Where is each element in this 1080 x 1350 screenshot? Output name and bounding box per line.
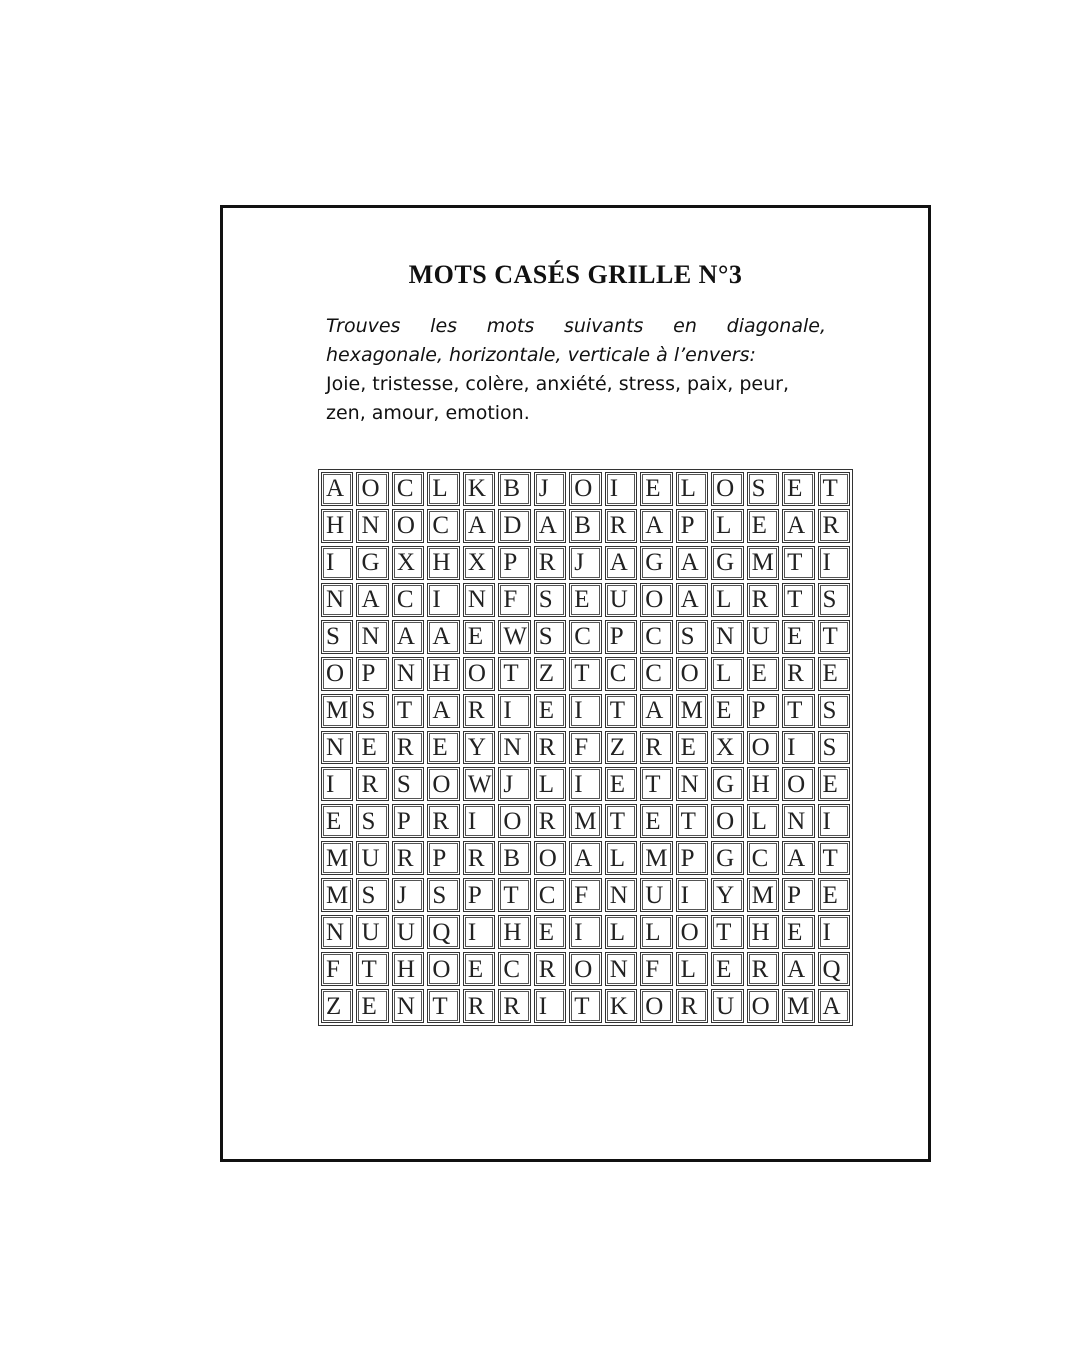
grid-cell[interactable]: N [356,509,388,543]
grid-cell[interactable]: R [676,989,708,1023]
grid-cell[interactable]: I [782,731,814,765]
grid-cell[interactable]: R [534,952,566,986]
grid-cell[interactable]: I [463,804,495,838]
grid-cell[interactable]: B [498,841,530,875]
grid-cell[interactable]: E [711,952,743,986]
grid-cell[interactable]: N [676,767,708,801]
grid-cell[interactable]: O [747,731,779,765]
grid-cell[interactable]: A [782,841,814,875]
grid-cell[interactable]: E [463,952,495,986]
grid-cell[interactable]: A [569,841,601,875]
grid-cell[interactable]: L [534,767,566,801]
grid-cell[interactable]: H [392,952,424,986]
grid-cell[interactable]: T [818,620,850,654]
page-title: MOTS CASÉS GRILLE N°3 [408,260,743,289]
grid-cell[interactable]: L [605,915,637,949]
grid-cell[interactable]: N [605,878,637,912]
grid-cell[interactable]: S [818,731,850,765]
grid-cell[interactable]: U [605,583,637,617]
grid-cell[interactable]: D [498,509,530,543]
grid-cell[interactable]: I [605,472,637,506]
grid-cell[interactable]: M [640,841,672,875]
grid-cell[interactable]: O [534,841,566,875]
grid-cell[interactable]: E [427,731,459,765]
grid-cell[interactable]: C [640,620,672,654]
grid-cell[interactable]: T [392,694,424,728]
grid-cell[interactable]: A [392,620,424,654]
grid-cell[interactable]: U [356,841,388,875]
grid-cell[interactable]: E [747,657,779,691]
grid-cell[interactable]: P [605,620,637,654]
grid-cell[interactable]: R [818,509,850,543]
grid-cell[interactable]: T [782,583,814,617]
grid-cell[interactable]: O [711,804,743,838]
grid-cell[interactable]: M [676,694,708,728]
grid-cell[interactable]: B [498,472,530,506]
grid-cell[interactable]: E [640,472,672,506]
grid-cell[interactable]: E [818,878,850,912]
grid-cell[interactable]: P [392,804,424,838]
grid-cell[interactable]: X [711,731,743,765]
grid-cell[interactable]: T [605,804,637,838]
grid-cell[interactable]: A [321,472,353,506]
grid-cell[interactable]: O [463,657,495,691]
grid-cell[interactable]: E [711,694,743,728]
instructions [326,312,826,428]
grid-cell[interactable]: I [534,989,566,1023]
grid-cell[interactable]: H [427,657,459,691]
grid-cell[interactable]: S [747,472,779,506]
grid-cell[interactable]: A [605,546,637,580]
grid-cell[interactable]: O [427,767,459,801]
grid-cell[interactable]: B [569,509,601,543]
grid-cell[interactable]: C [747,841,779,875]
grid-cell[interactable]: M [321,841,353,875]
grid-cell[interactable]: I [818,546,850,580]
grid-cell[interactable]: M [747,878,779,912]
grid-cell[interactable]: I [321,767,353,801]
grid-cell[interactable]: O [569,952,601,986]
grid-cell[interactable]: N [356,620,388,654]
word-list: Joie, tristesse, colère, anxiété, stress, paix, peur, zen, amour, emotion. [326,373,789,424]
grid-cell[interactable]: A [676,546,708,580]
grid-cell[interactable]: G [711,841,743,875]
grid-cell[interactable]: J [569,546,601,580]
grid-cell[interactable]: S [676,620,708,654]
grid-cell[interactable]: H [498,915,530,949]
grid-cell[interactable]: P [356,657,388,691]
grid-cell[interactable]: A [782,509,814,543]
grid-cell[interactable]: S [427,878,459,912]
grid-cell[interactable]: U [356,915,388,949]
grid-cell[interactable]: P [427,841,459,875]
grid-cell[interactable]: O [676,657,708,691]
grid-cell[interactable]: Z [605,731,637,765]
grid-cell[interactable]: G [640,546,672,580]
grid-cell[interactable]: A [534,509,566,543]
grid-cell[interactable]: T [498,657,530,691]
instructions-line-2: hexagonale, horizontale, verticale à l’envers: [326,344,756,366]
grid-cell[interactable]: N [711,620,743,654]
grid-cell[interactable]: I [569,767,601,801]
grid-cell[interactable]: H [321,509,353,543]
grid-cell[interactable]: O [498,804,530,838]
grid-cell[interactable]: E [534,915,566,949]
grid-cell[interactable]: R [640,731,672,765]
grid-cell[interactable]: A [427,620,459,654]
grid-cell[interactable]: T [569,989,601,1023]
grid-cell[interactable]: P [782,878,814,912]
grid-cell[interactable]: O [676,915,708,949]
grid-cell[interactable]: T [427,989,459,1023]
grid-cell[interactable]: J [534,472,566,506]
grid-cell[interactable]: J [392,878,424,912]
grid-cell[interactable]: N [605,952,637,986]
grid-cell[interactable]: R [392,841,424,875]
grid-cell[interactable]: O [569,472,601,506]
grid-cell[interactable]: Z [534,657,566,691]
grid-cell[interactable]: L [427,472,459,506]
grid-cell[interactable]: X [392,546,424,580]
grid-cell[interactable]: L [640,915,672,949]
grid-cell[interactable]: S [356,804,388,838]
grid-cell[interactable]: E [782,620,814,654]
grid-cell[interactable]: R [463,989,495,1023]
grid-cell[interactable]: R [463,841,495,875]
grid-cell[interactable]: E [676,731,708,765]
grid-cell[interactable]: E [356,989,388,1023]
grid-cell[interactable]: A [427,694,459,728]
grid-cell[interactable]: C [569,620,601,654]
grid-cell[interactable]: T [711,915,743,949]
instructions-italic [326,312,826,370]
grid-cell[interactable]: R [498,989,530,1023]
grid-cell[interactable]: K [463,472,495,506]
grid-cell[interactable]: U [747,620,779,654]
grid-cell[interactable]: E [605,767,637,801]
grid-cell[interactable]: C [392,583,424,617]
grid-cell[interactable]: S [356,694,388,728]
grid-cell[interactable]: O [640,583,672,617]
grid-cell[interactable]: T [356,952,388,986]
grid-cell[interactable]: N [392,657,424,691]
grid-cell[interactable]: C [534,878,566,912]
grid-cell[interactable]: L [605,841,637,875]
grid-cell[interactable]: A [356,583,388,617]
grid-cell[interactable]: A [463,509,495,543]
grid-cell[interactable]: A [640,694,672,728]
grid-cell[interactable]: I [321,546,353,580]
grid-cell[interactable]: C [392,472,424,506]
grid-cell[interactable]: A [818,989,850,1023]
grid-cell[interactable]: E [818,657,850,691]
grid-cell[interactable]: R [356,767,388,801]
grid-cell[interactable]: E [640,804,672,838]
grid-cell[interactable]: A [676,583,708,617]
grid-cell[interactable]: O [782,767,814,801]
grid-cell[interactable]: F [569,878,601,912]
grid-cell[interactable]: H [747,915,779,949]
grid-cell[interactable]: O [356,472,388,506]
grid-cell[interactable]: A [640,509,672,543]
grid-cell[interactable]: P [747,694,779,728]
grid-cell[interactable]: F [640,952,672,986]
grid-cell[interactable]: N [321,583,353,617]
grid-cell[interactable]: T [782,694,814,728]
instructions-line-1: Trouves les mots suivants en diagonale, [326,315,826,337]
grid-cell[interactable]: N [782,804,814,838]
grid-cell[interactable]: A [782,952,814,986]
grid-cell[interactable]: L [711,583,743,617]
grid-cell[interactable]: T [569,657,601,691]
grid-cell[interactable]: O [392,509,424,543]
grid-cell[interactable]: P [463,878,495,912]
grid-cell[interactable]: R [534,804,566,838]
grid-cell[interactable]: I [818,804,850,838]
grid-cell[interactable]: U [711,989,743,1023]
grid-cell[interactable]: R [747,583,779,617]
grid-cell[interactable]: R [534,546,566,580]
grid-cell[interactable]: T [498,878,530,912]
grid-cell[interactable]: P [676,509,708,543]
grid-cell[interactable]: F [569,731,601,765]
grid-cell[interactable]: Q [818,952,850,986]
grid-cell[interactable]: I [818,915,850,949]
grid-cell[interactable]: C [605,657,637,691]
grid-cell[interactable]: G [711,767,743,801]
grid-cell[interactable]: N [321,915,353,949]
grid-cell[interactable]: J [498,767,530,801]
grid-cell[interactable]: U [640,878,672,912]
grid-cell[interactable]: L [711,509,743,543]
grid-cell[interactable]: I [676,878,708,912]
grid-cell[interactable]: L [747,804,779,838]
grid-cell[interactable]: S [818,583,850,617]
grid-cell[interactable]: F [321,952,353,986]
grid-cell[interactable]: N [498,731,530,765]
grid-cell[interactable]: K [605,989,637,1023]
grid-cell[interactable]: T [640,767,672,801]
word-search-grid [318,469,853,1026]
grid-cell[interactable]: Y [711,878,743,912]
grid-cell[interactable]: N [463,583,495,617]
grid-cell[interactable]: Z [321,989,353,1023]
grid-cell[interactable]: N [321,731,353,765]
grid-cell[interactable]: S [534,583,566,617]
grid-cell[interactable]: I [569,694,601,728]
grid-cell[interactable]: E [569,583,601,617]
grid-cell[interactable]: Y [463,731,495,765]
grid-cell[interactable]: X [463,546,495,580]
grid-cell[interactable]: S [392,767,424,801]
grid-cell[interactable]: L [676,952,708,986]
grid-cell[interactable]: T [818,472,850,506]
grid-cell[interactable]: T [818,841,850,875]
grid-cell[interactable]: W [498,620,530,654]
grid-cell[interactable]: H [427,546,459,580]
grid-cell[interactable]: T [605,694,637,728]
grid-cell[interactable]: H [747,767,779,801]
grid-cell[interactable]: M [782,989,814,1023]
grid-cell[interactable]: R [782,657,814,691]
grid-cell[interactable]: N [392,989,424,1023]
grid-cell[interactable]: E [534,694,566,728]
grid-cell[interactable]: G [711,546,743,580]
grid-cell[interactable]: C [427,509,459,543]
grid-cell[interactable]: O [711,472,743,506]
grid-cell[interactable]: F [498,583,530,617]
grid-cell[interactable]: E [747,509,779,543]
grid-cell[interactable]: R [605,509,637,543]
grid-cell[interactable]: M [321,878,353,912]
grid-cell[interactable]: O [321,657,353,691]
page-frame [220,205,931,1162]
grid-cell[interactable]: C [498,952,530,986]
grid-cell[interactable]: E [782,472,814,506]
grid-cell[interactable]: I [427,583,459,617]
grid-cell[interactable]: O [747,989,779,1023]
grid-cell[interactable]: S [534,620,566,654]
grid-cell[interactable]: S [818,694,850,728]
grid-cell[interactable]: R [427,804,459,838]
grid-cell[interactable]: E [818,767,850,801]
grid-cell[interactable]: I [569,915,601,949]
grid-cell[interactable]: M [747,546,779,580]
grid-cell[interactable]: W [463,767,495,801]
grid-cell[interactable]: E [321,804,353,838]
grid-cell[interactable]: S [321,620,353,654]
grid-cell[interactable]: Q [427,915,459,949]
grid-cell[interactable]: I [498,694,530,728]
grid-cell[interactable]: E [463,620,495,654]
grid-cell[interactable]: T [676,804,708,838]
grid-cell[interactable]: O [640,989,672,1023]
grid-cell[interactable]: L [676,472,708,506]
grid-cell[interactable]: R [463,694,495,728]
grid-cell[interactable]: E [782,915,814,949]
grid-cell[interactable]: I [463,915,495,949]
grid-cell[interactable]: U [392,915,424,949]
grid-cell[interactable]: L [711,657,743,691]
grid-cell[interactable]: E [356,731,388,765]
grid-cell[interactable]: M [569,804,601,838]
grid-cell[interactable]: M [321,694,353,728]
grid-cell[interactable]: P [676,841,708,875]
grid-cell[interactable]: R [747,952,779,986]
grid-cell[interactable]: O [427,952,459,986]
grid-cell[interactable]: R [534,731,566,765]
grid-cell[interactable]: P [498,546,530,580]
grid-cell[interactable]: S [356,878,388,912]
grid-cell[interactable]: T [782,546,814,580]
grid-cell[interactable]: R [392,731,424,765]
grid-cell[interactable]: G [356,546,388,580]
grid-cell[interactable]: C [640,657,672,691]
